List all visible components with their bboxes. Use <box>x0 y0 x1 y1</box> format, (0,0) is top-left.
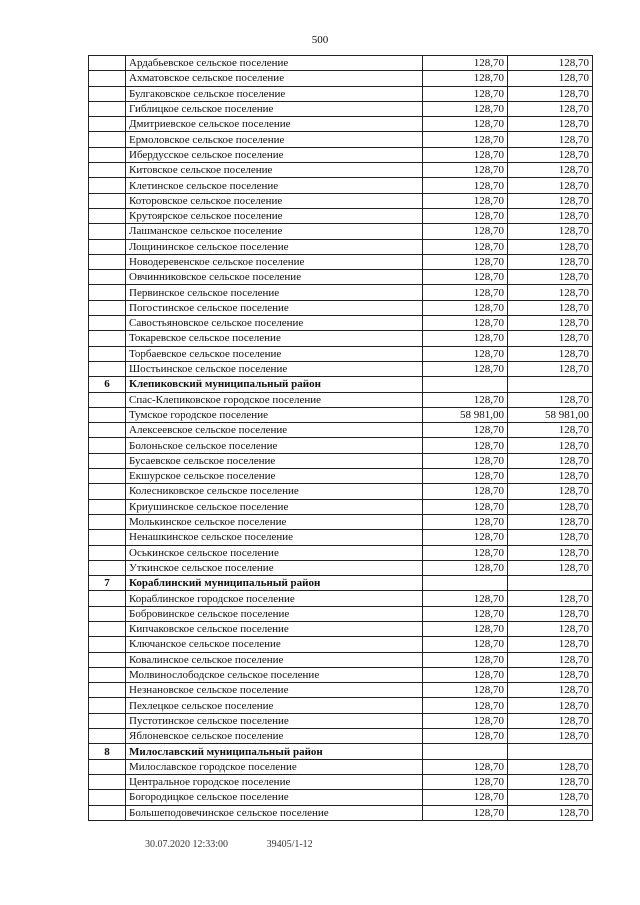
row-number <box>89 514 126 529</box>
settlement-name: Дмитриевское сельское поселение <box>126 117 423 132</box>
value-col-2: 128,70 <box>508 86 593 101</box>
row-number <box>89 270 126 285</box>
settlement-name: Кораблинский муниципальный район <box>126 576 423 591</box>
row-number <box>89 698 126 713</box>
settlement-name: Ахматовское сельское поселение <box>126 71 423 86</box>
value-col-2: 128,70 <box>508 652 593 667</box>
settlement-name: Шостьинское сельское поселение <box>126 361 423 376</box>
row-number <box>89 163 126 178</box>
value-col-1 <box>423 377 508 392</box>
settlement-name: Центральное городское поселение <box>126 774 423 789</box>
value-col-1: 128,70 <box>423 132 508 147</box>
value-col-2: 128,70 <box>508 331 593 346</box>
table-row <box>89 71 593 86</box>
value-col-2: 128,70 <box>508 774 593 789</box>
value-col-2: 128,70 <box>508 499 593 514</box>
table-row <box>89 560 593 575</box>
value-col-1: 128,70 <box>423 392 508 407</box>
value-col-2: 128,70 <box>508 606 593 621</box>
value-col-2: 128,70 <box>508 423 593 438</box>
settlement-name: Яблоневское сельское поселение <box>126 729 423 744</box>
value-col-1: 128,70 <box>423 316 508 331</box>
value-col-1: 128,70 <box>423 729 508 744</box>
settlement-name: Погостинское сельское поселение <box>126 300 423 315</box>
table-row <box>89 316 593 331</box>
row-number <box>89 469 126 484</box>
row-number <box>89 560 126 575</box>
value-col-1: 128,70 <box>423 469 508 484</box>
settlement-name: Ключанское сельское поселение <box>126 637 423 652</box>
table-row <box>89 545 593 560</box>
value-col-1: 128,70 <box>423 361 508 376</box>
footer-datetime: 30.07.2020 12:33:00 <box>145 839 229 850</box>
value-col-2: 128,70 <box>508 530 593 545</box>
table-row <box>89 224 593 239</box>
settlement-name: Милославский муниципальный район <box>126 744 423 759</box>
value-col-2: 128,70 <box>508 132 593 147</box>
value-col-2 <box>508 377 593 392</box>
value-col-1: 128,70 <box>423 101 508 116</box>
row-number <box>89 774 126 789</box>
row-number <box>89 193 126 208</box>
table-row <box>89 484 593 499</box>
table-row <box>89 117 593 132</box>
value-col-2: 128,70 <box>508 790 593 805</box>
settlement-name: Болоньское сельское поселение <box>126 438 423 453</box>
row-number <box>89 545 126 560</box>
value-col-2: 128,70 <box>508 101 593 116</box>
value-col-1: 128,70 <box>423 621 508 636</box>
settlement-name: Уткинское сельское поселение <box>126 560 423 575</box>
row-number <box>89 71 126 86</box>
row-number <box>89 300 126 315</box>
value-col-2: 128,70 <box>508 469 593 484</box>
value-col-1: 128,70 <box>423 774 508 789</box>
settlement-name: Екшурское сельское поселение <box>126 469 423 484</box>
district-row <box>89 377 593 392</box>
row-number: 8 <box>89 744 126 759</box>
table-row <box>89 56 593 71</box>
row-number <box>89 285 126 300</box>
value-col-1: 128,70 <box>423 683 508 698</box>
value-col-1: 128,70 <box>423 438 508 453</box>
value-col-1: 128,70 <box>423 637 508 652</box>
table-row <box>89 392 593 407</box>
value-col-1: 128,70 <box>423 56 508 71</box>
settlement-name: Лашманское сельское поселение <box>126 224 423 239</box>
value-col-2: 128,70 <box>508 560 593 575</box>
value-col-1: 128,70 <box>423 499 508 514</box>
table-row <box>89 591 593 606</box>
table-row <box>89 147 593 162</box>
table-row <box>89 759 593 774</box>
settlement-name: Бобровинское сельское поселение <box>126 606 423 621</box>
value-col-2: 128,70 <box>508 56 593 71</box>
row-number <box>89 729 126 744</box>
settlement-name: Тумское городское поселение <box>126 407 423 422</box>
settlement-name: Оськинское сельское поселение <box>126 545 423 560</box>
table-row <box>89 499 593 514</box>
row-number <box>89 499 126 514</box>
value-col-2: 128,70 <box>508 117 593 132</box>
row-number <box>89 530 126 545</box>
row-number <box>89 621 126 636</box>
row-number <box>89 346 126 361</box>
table-row <box>89 713 593 728</box>
value-col-1: 128,70 <box>423 805 508 820</box>
value-col-2: 128,70 <box>508 438 593 453</box>
table-row <box>89 101 593 116</box>
value-col-1: 128,70 <box>423 117 508 132</box>
value-col-2: 128,70 <box>508 239 593 254</box>
settlement-name: Булгаковское сельское поселение <box>126 86 423 101</box>
row-number <box>89 453 126 468</box>
value-col-1: 128,70 <box>423 759 508 774</box>
settlement-name: Которовское сельское поселение <box>126 193 423 208</box>
row-number <box>89 423 126 438</box>
settlement-name: Бусаевское сельское поселение <box>126 453 423 468</box>
value-col-2: 128,70 <box>508 346 593 361</box>
settlement-name: Кораблинское городское поселение <box>126 591 423 606</box>
value-col-2: 128,70 <box>508 193 593 208</box>
settlement-name: Спас-Клепиковское городское поселение <box>126 392 423 407</box>
settlements-table <box>88 55 593 821</box>
row-number <box>89 683 126 698</box>
table-row <box>89 423 593 438</box>
value-col-2: 128,70 <box>508 698 593 713</box>
settlement-name: Пехлецкое сельское поселение <box>126 698 423 713</box>
value-col-2: 128,70 <box>508 71 593 86</box>
value-col-2: 128,70 <box>508 545 593 560</box>
settlement-name: Клепиковский муниципальный район <box>126 377 423 392</box>
row-number <box>89 484 126 499</box>
value-col-1: 128,70 <box>423 331 508 346</box>
value-col-1: 128,70 <box>423 514 508 529</box>
value-col-2: 128,70 <box>508 224 593 239</box>
district-row <box>89 576 593 591</box>
value-col-1 <box>423 576 508 591</box>
table-row <box>89 132 593 147</box>
value-col-2: 128,70 <box>508 285 593 300</box>
table-row <box>89 163 593 178</box>
row-number <box>89 132 126 147</box>
value-col-2: 128,70 <box>508 163 593 178</box>
value-col-1: 128,70 <box>423 86 508 101</box>
settlement-name: Китовское сельское поселение <box>126 163 423 178</box>
value-col-1: 128,70 <box>423 667 508 682</box>
value-col-1: 128,70 <box>423 163 508 178</box>
table-row <box>89 729 593 744</box>
value-col-1: 128,70 <box>423 652 508 667</box>
settlement-name: Милославское городское поселение <box>126 759 423 774</box>
row-number <box>89 254 126 269</box>
row-number <box>89 117 126 132</box>
value-col-2: 128,70 <box>508 453 593 468</box>
table-row <box>89 667 593 682</box>
settlement-name: Овчинниковское сельское поселение <box>126 270 423 285</box>
settlement-name: Большеподовечинское сельское поселение <box>126 805 423 820</box>
value-col-2: 128,70 <box>508 392 593 407</box>
value-col-1: 128,70 <box>423 698 508 713</box>
table-row <box>89 637 593 652</box>
value-col-2: 128,70 <box>508 591 593 606</box>
settlement-name: Торбаевское сельское поселение <box>126 346 423 361</box>
value-col-2: 128,70 <box>508 759 593 774</box>
value-col-2: 128,70 <box>508 254 593 269</box>
settlement-name: Алексеевское сельское поселение <box>126 423 423 438</box>
row-number <box>89 713 126 728</box>
value-col-2: 128,70 <box>508 178 593 193</box>
row-number: 6 <box>89 377 126 392</box>
row-number <box>89 316 126 331</box>
settlement-name: Токаревское сельское поселение <box>126 331 423 346</box>
table-row <box>89 805 593 820</box>
table-row <box>89 698 593 713</box>
value-col-2: 58 981,00 <box>508 407 593 422</box>
row-number <box>89 591 126 606</box>
value-col-1: 128,70 <box>423 423 508 438</box>
value-col-1: 128,70 <box>423 790 508 805</box>
row-number <box>89 224 126 239</box>
value-col-1: 128,70 <box>423 453 508 468</box>
table-row <box>89 621 593 636</box>
row-number: 7 <box>89 576 126 591</box>
value-col-2: 128,70 <box>508 621 593 636</box>
value-col-1: 128,70 <box>423 71 508 86</box>
value-col-2: 128,70 <box>508 713 593 728</box>
page-number: 500 <box>311 34 329 46</box>
row-number <box>89 407 126 422</box>
value-col-2: 128,70 <box>508 208 593 223</box>
row-number <box>89 392 126 407</box>
settlement-name: Ермоловское сельское поселение <box>126 132 423 147</box>
value-col-1: 128,70 <box>423 606 508 621</box>
value-col-2 <box>508 744 593 759</box>
value-col-1: 128,70 <box>423 178 508 193</box>
value-col-1: 128,70 <box>423 239 508 254</box>
value-col-1: 128,70 <box>423 208 508 223</box>
settlement-name: Кипчаковское сельское поселение <box>126 621 423 636</box>
settlement-name: Незнановское сельское поселение <box>126 683 423 698</box>
row-number <box>89 208 126 223</box>
value-col-1: 128,70 <box>423 224 508 239</box>
table-row <box>89 208 593 223</box>
row-number <box>89 331 126 346</box>
value-col-2: 128,70 <box>508 683 593 698</box>
row-number <box>89 637 126 652</box>
table-row <box>89 193 593 208</box>
value-col-1: 128,70 <box>423 560 508 575</box>
table-row <box>89 469 593 484</box>
value-col-2: 128,70 <box>508 300 593 315</box>
value-col-1: 128,70 <box>423 254 508 269</box>
table-row <box>89 178 593 193</box>
settlement-name: Гиблицкое сельское поселение <box>126 101 423 116</box>
table-row <box>89 514 593 529</box>
settlement-name: Колесниковское сельское поселение <box>126 484 423 499</box>
settlement-name: Новодеревенское сельское поселение <box>126 254 423 269</box>
value-col-1: 128,70 <box>423 484 508 499</box>
settlement-name: Лощининское сельское поселение <box>126 239 423 254</box>
settlement-name: Клетинское сельское поселение <box>126 178 423 193</box>
value-col-1: 128,70 <box>423 591 508 606</box>
table-row <box>89 652 593 667</box>
value-col-2: 128,70 <box>508 514 593 529</box>
table-row <box>89 438 593 453</box>
row-number <box>89 86 126 101</box>
value-col-2: 128,70 <box>508 147 593 162</box>
footer-doc-id: 39405/1-12 <box>266 839 313 850</box>
value-col-2 <box>508 576 593 591</box>
table-row <box>89 239 593 254</box>
value-col-2: 128,70 <box>508 805 593 820</box>
table-row <box>89 407 593 422</box>
settlement-name: Молвинослободское сельское поселение <box>126 667 423 682</box>
value-col-2: 128,70 <box>508 270 593 285</box>
value-col-2: 128,70 <box>508 667 593 682</box>
value-col-1: 128,70 <box>423 713 508 728</box>
value-col-2: 128,70 <box>508 637 593 652</box>
row-number <box>89 759 126 774</box>
value-col-1: 128,70 <box>423 147 508 162</box>
settlement-name: Крутоярское сельское поселение <box>126 208 423 223</box>
row-number <box>89 438 126 453</box>
value-col-1 <box>423 744 508 759</box>
row-number <box>89 606 126 621</box>
value-col-1: 58 981,00 <box>423 407 508 422</box>
settlement-name: Ибердусское сельское поселение <box>126 147 423 162</box>
table-row <box>89 346 593 361</box>
value-col-1: 128,70 <box>423 530 508 545</box>
value-col-2: 128,70 <box>508 729 593 744</box>
table-row <box>89 606 593 621</box>
value-col-1: 128,70 <box>423 193 508 208</box>
table-row <box>89 285 593 300</box>
row-number <box>89 790 126 805</box>
settlement-name: Криушинское сельское поселение <box>126 499 423 514</box>
table-row <box>89 86 593 101</box>
row-number <box>89 56 126 71</box>
row-number <box>89 805 126 820</box>
row-number <box>89 101 126 116</box>
table-row <box>89 683 593 698</box>
value-col-1: 128,70 <box>423 285 508 300</box>
settlement-name: Ненашкинское сельское поселение <box>126 530 423 545</box>
table-row <box>89 361 593 376</box>
table-row <box>89 270 593 285</box>
value-col-1: 128,70 <box>423 346 508 361</box>
settlement-name: Молькинское сельское поселение <box>126 514 423 529</box>
value-col-1: 128,70 <box>423 545 508 560</box>
settlement-name: Савостьяновское сельское поселение <box>126 316 423 331</box>
document-footer <box>145 839 349 850</box>
value-col-2: 128,70 <box>508 316 593 331</box>
district-row <box>89 744 593 759</box>
settlement-name: Ардабьевское сельское поселение <box>126 56 423 71</box>
row-number <box>89 361 126 376</box>
value-col-1: 128,70 <box>423 300 508 315</box>
settlement-name: Богородицкое сельское поселение <box>126 790 423 805</box>
row-number <box>89 667 126 682</box>
row-number <box>89 147 126 162</box>
settlement-name: Ковалинское сельское поселение <box>126 652 423 667</box>
value-col-1: 128,70 <box>423 270 508 285</box>
settlement-name: Пустотинское сельское поселение <box>126 713 423 728</box>
table-row <box>89 790 593 805</box>
row-number <box>89 239 126 254</box>
table-body <box>89 56 593 821</box>
table-row <box>89 300 593 315</box>
value-col-2: 128,70 <box>508 484 593 499</box>
row-number <box>89 652 126 667</box>
settlement-name: Первинское сельское поселение <box>126 285 423 300</box>
value-col-2: 128,70 <box>508 361 593 376</box>
table-row <box>89 530 593 545</box>
table-row <box>89 254 593 269</box>
table-row <box>89 774 593 789</box>
table-row <box>89 453 593 468</box>
table-row <box>89 331 593 346</box>
row-number <box>89 178 126 193</box>
